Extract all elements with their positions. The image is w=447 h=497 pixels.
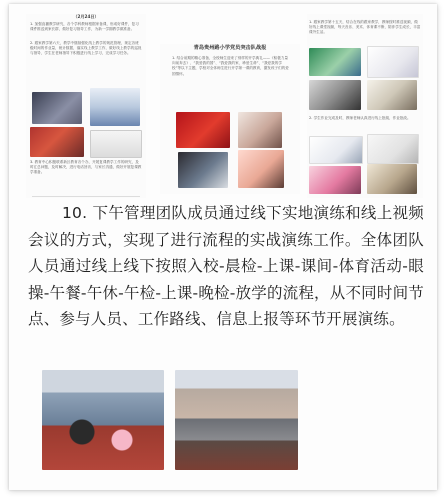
student-photo-2	[178, 152, 228, 188]
student-photo-3	[238, 150, 284, 188]
left-paragraph-1: 1. 加强直播教学研究，各个学科教师根据家备课，形成好课件，复习课件推送到家长群，做好复习指导工作，为新一学期教学做准备。	[30, 22, 139, 32]
homework-photo-4	[367, 164, 417, 194]
center-paragraph: 1. 结合前期的精心准备，全校师生迎来了别样的开学典礼——《积极力量 向前奔去》、“我爱我的国”、“我爱我的家、珍爱生命”、“我爱我的学校”等以下主题，学校对全体师生进行开学第一课的教育，激发孩子们的爱国情怀。	[172, 56, 289, 76]
divider	[32, 190, 140, 197]
homework-photo-2	[367, 134, 419, 164]
left-paragraph-2: 2. 跟家教学第六天，教学中继续强化线上教学的规范管理，规定各班级时间的作业量，统计数据，落实线上教学工作，做好线上教学的巡视与指导，学生在老师指导下积极进行线上学习，完成学习任务。	[30, 41, 142, 56]
student-photo-1	[238, 112, 282, 148]
screen-photo	[90, 88, 140, 126]
homework-photo-3	[309, 166, 361, 194]
video-thumb-3	[309, 80, 361, 110]
right-paragraph-1: 1. 跟家教学第十五天，结合在线的跟家教学，教师按时推送视频，做好线上课堂视频，每天音乐、美术、体育课不断，陪伴学生成长，丰富课外生活。	[309, 20, 421, 35]
video-thumb-1	[309, 48, 361, 76]
classroom-photo	[30, 127, 84, 157]
left-paragraph-3: 3. 教育中心积极联系新区教育各个办，开展复课教学工作的研究，及时汇总问题，及时解决，进行电话回访，与家长沟通，做好开展复课教学准备。	[30, 160, 142, 175]
banner-photo	[176, 112, 230, 148]
document-photo	[90, 130, 142, 158]
teacher-photo	[32, 92, 82, 124]
homework-photo-1	[309, 136, 363, 164]
left-report-panel	[26, 14, 146, 198]
report-date: （2月24日）	[73, 14, 99, 19]
video-thumb-2	[367, 46, 419, 78]
video-thumb-4	[367, 80, 417, 110]
main-paragraph	[28, 200, 424, 333]
right-report-panel	[307, 14, 423, 198]
right-paragraph-2: 2. 学生作业完成及时，教师老师认真进行线上批阅，作业批改。	[309, 116, 411, 120]
center-report-panel	[160, 44, 300, 194]
report-title: 青岛贵州路小学党员突击队战报	[193, 45, 267, 51]
drill-photo-left	[42, 370, 164, 470]
main-paragraph-text: 10. 下午管理团队成员通过线下实地演练和线上视频会议的方式，实现了进行流程的实战演练工作。全体团队人员通过线上线下按照入校-晨检-上课-课间-体育活动-眼操-午餐-午休-午检-上课-晚检-放学的流程，从不同时间节点、参与人员、工作路线、信息上报等环节开展演练。	[28, 204, 424, 328]
drill-photo-right	[175, 370, 298, 470]
